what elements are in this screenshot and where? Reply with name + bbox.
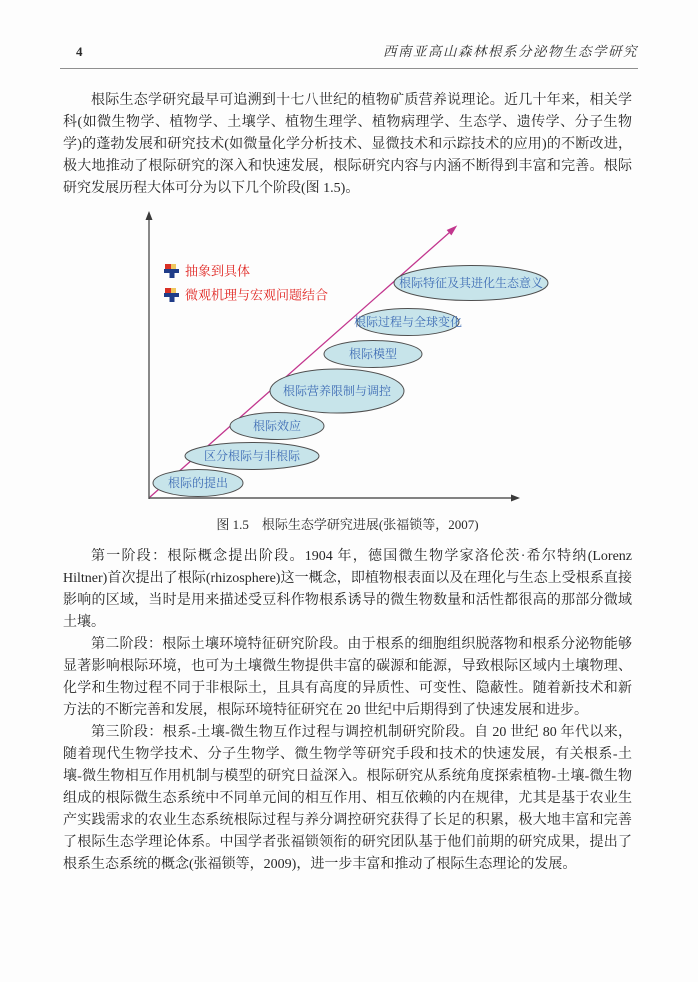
page-header xyxy=(60,44,638,69)
bullet-icon xyxy=(164,288,179,302)
stage-1-label: 根际的提出 xyxy=(167,476,229,490)
page-number: 4 xyxy=(76,44,83,59)
stage-1 xyxy=(153,470,243,497)
body-text xyxy=(63,90,632,876)
paragraph-stage-2: 第二阶段：根际土壤环境特征研究阶段。由于根系的细胞组织脱落物和根系分泌物能够显著影响根际环境，也可为土壤微生物提供丰富的碳源和能源，导致根际区域内土壤物理、化学和生物过程不同于非根际土，且具有高度的异质性、可变性、隐蔽性。随着新技术和新方法的不断完善和发展，根际环境特征研究在 20 世纪中后期得到了快速发展和进步。 xyxy=(63,637,632,718)
rhizosphere-progress-diagram xyxy=(88,210,568,512)
running-title: 西南亚高山森林根系分泌物生态学研究 xyxy=(383,44,638,59)
stage-5-label: 根际模型 xyxy=(348,347,398,361)
legend xyxy=(164,264,328,303)
stage-7-label: 根际特征及其进化生态意义 xyxy=(398,276,544,290)
figure-caption: 图 1.5 根际生态学研究进展(张福锁等，2007) xyxy=(216,517,479,532)
stage-4 xyxy=(270,369,404,413)
stage-3-label: 根际效应 xyxy=(252,419,302,433)
stage-2-label: 区分根际与非根际 xyxy=(203,449,301,463)
stage-3 xyxy=(230,413,324,440)
figure-1-5 xyxy=(63,210,632,534)
paragraph-intro: 根际生态学研究最早可追溯到十七八世纪的植物矿质营养说理论。近几十年来，相关学科(如微生物学、植物学、土壤学、植物生理学、植物病理学、生态学、遗传学、分子生物学)的蓬勃发展和研究技术(如微量化学分析技术、显微技术和示踪技术的应用)的不断改进，极大地推动了根际研究的深入和快速发展，根际研究内容与内涵不断得到丰富和完善。根际研究发展历程大体可分为以下几个阶段(图 1.5)。 xyxy=(63,93,632,196)
bullet-icon xyxy=(164,264,179,278)
paragraph-stage-3: 第三阶段：根系-土壤-微生物互作过程与调控机制研究阶段。自 20 世纪 80 年代以来，随着现代生物学技术、分子生物学、微生物学等研究手段和技术的快速发展，有关根系-土壤-微生物相互作用机制与模型的研究日益深入。根际研究从系统角度探索植物-土壤-微生物组成的根际微生态系统中不同单元间的相互作用、相互依赖的内在规律，尤其是基于农业生产实践需求的农业生态系统根际过程与养分调控研究获得了长足的积累，极大地丰富和完善了根际生态学理论体系。中国学者张福锁领衔的研究团队基于他们前期的研究成果，提出了根系生态系统的概念(张福锁等，2009)，进一步丰富和推动了根际生态理论的发展。 xyxy=(63,725,632,872)
y-axis xyxy=(146,211,153,499)
stage-6 xyxy=(354,309,462,336)
legend-item-micro-macro: 微观机理与宏观问题结合 xyxy=(185,287,329,303)
stage-2 xyxy=(185,443,319,470)
paragraph-stage-1: 第一阶段：根际概念提出阶段。1904 年，德国微生物学家洛伦茨·希尔特纳(Lorenz Hiltner)首次提出了根际(rhizosphere)这一概念，即植物根表面以及在理化与生态上受根系直接影响的区域，当时是用来描述受豆科作物根系诱导的微生物数量和活性都很高的那部分微域土壤。 xyxy=(63,549,632,630)
stage-6-label: 根际过程与全球变化 xyxy=(353,315,463,329)
stage-5 xyxy=(324,341,422,368)
legend-item-abstract-to-concrete: 抽象到具体 xyxy=(185,263,251,279)
stage-4-label: 根际营养限制与调控 xyxy=(282,384,392,398)
stage-7 xyxy=(394,266,548,301)
